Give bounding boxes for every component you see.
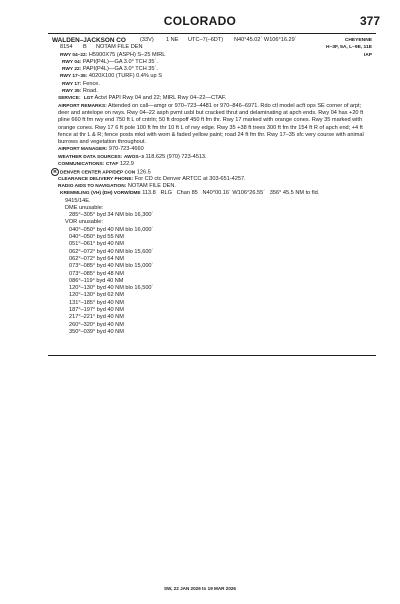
header-rule (48, 33, 376, 34)
radar-circle-icon: R (51, 168, 59, 176)
list-item: 260°–320° byd 40 NM (69, 321, 124, 328)
airport-manager: AIRPORT MANAGER: 970-723-4660 (58, 146, 144, 153)
iap-label: IAP (363, 52, 372, 58)
page-number: 377 (359, 14, 380, 28)
list-item: 086°–119° byd 40 NM (69, 277, 124, 284)
list-item: 120°–130° byd 62 NM (69, 292, 124, 299)
rwy-04-22: RWY 04–22: H5900X75 (ASPH) S–25 MIRL IAP (60, 51, 372, 58)
rwy-04: RWY 04: PAPI(P4L)—GA 3.0° TCH 35´. (62, 58, 158, 65)
list-item: 051°–061° byd 40 NM (69, 241, 124, 248)
airport-entry (52, 37, 372, 336)
list-item: 062°–072° byd 64 NM (69, 255, 124, 262)
communications: COMMUNICATIONS: CTAF 122.9 (58, 161, 134, 168)
rwy-35: RWY 35: Road. (62, 88, 98, 95)
page-header (0, 14, 400, 32)
rwy-17: RWY 17: Fence. (62, 80, 100, 87)
notam-file: NOTAM FILE DEN (96, 44, 143, 51)
airport-elevation: 8154 (60, 44, 73, 51)
rwy-17-35: RWY 17–35: 4020X100 (TURF) 0.4% up S (60, 73, 162, 80)
rwy-22: RWY 22: PAPI(P4L)—GA 3.0° TCH 35´. (62, 66, 158, 73)
list-item: 040°–050° byd 55 NM (69, 234, 124, 241)
state-title: COLORADO (163, 14, 237, 28)
dme-unusable-label: DME unusable: (65, 204, 104, 211)
kremmling-elevation: 9415/14E. (65, 197, 91, 204)
list-item: 187°–197° byd 40 NM (69, 306, 124, 313)
list-item: 217°–221° byd 40 NM (69, 314, 124, 321)
airport-coords: N40°45.02´ W106°16.29´ (234, 37, 297, 43)
footer-dates: SW, 22 JAN 2026 to 19 MAR 2026 (163, 586, 236, 591)
service: SERVICE: LGT Actvt PAPI Rwy 04 and 22; MIRL Rwy 04–22—CTAF. (58, 95, 227, 102)
list-item: 120°–130° byd 40 NM blo 16,500´ (69, 285, 154, 292)
vor-unusable-label: VOR unusable: (65, 219, 103, 226)
list-item: 062°–072° byd 40 NM blo 15,600´ (69, 248, 154, 255)
entry-line-1 (52, 37, 372, 44)
enroute-charts: H–3F, 5A, L–9E, 11E (326, 45, 372, 51)
entry-end-rule (48, 355, 376, 356)
clearance-delivery: CLEARANCE DELIVERY PHONE: For CD ctc Denver ARTCC at 303-651-4257. (58, 175, 246, 182)
weather-sources: WEATHER DATA SOURCES: AWOS–3 118.625 (970) 723-4513. (58, 153, 207, 160)
airport-ident: (33V) (140, 37, 154, 43)
app-dep-con: R DENVER CENTER APP/DEP CON 126.5 (52, 168, 372, 175)
fuel-indicator: B (83, 44, 87, 51)
list-item: 131°–185° byd 40 NM (69, 299, 124, 306)
list-item: 073°–085° byd 40 NM blo 15,000´ (69, 263, 154, 270)
vor-unusable-list (52, 227, 372, 336)
airport-remarks: AIRPORT REMARKS: Attended on call—amgr or 970–723–4481 or 970–846–6971. Rdo ctl model acft ops SE corner of arpt; deer and antelope on rwys. Rwy 04–22 asph pvmt usbl but cracked thrut and delaminating at apch ends. Rwy 04 has +20 ft pline 660 ft fm rwy end 750 ft L of cntrln; 50 ft dropoff 450 ft fm thr. Rwy 17 marked with orange cones. Rwy 35 marked with orange cones. Rwy 17 6 ft pole 100 ft fm thr 10 ft L of rwy edge. Rwy 35 +38 ft trees 300 ft fm thr 154 ft R of apch end; +4 ft fence at thr L & R; fence posts mkd with wom & faded yellow paint; road 24 ft fm thr. Rwy 17–35 sfc very course with animal burrows and vegetation throughout. (58, 102, 364, 146)
airport-name: WALDEN–JACKSON CO (52, 37, 126, 44)
airport-location: 1 NE (166, 37, 179, 43)
list-item: 350°–039° byd 40 NM (69, 328, 124, 335)
list-item: 285°–305° byd 34 NM blo 16,300´ (69, 212, 154, 219)
sectional-chart: CHEYENNE (344, 38, 372, 43)
kremmling-vor: KREMMLING (VH) (DH) VORW/DME 113.8 RLG Chan 85 N40°00.16´ W106°26.55´ 356° 45.5 NM to fld. (60, 190, 320, 197)
airport-utc: UTC–7(–6DT) (188, 37, 224, 43)
list-item: 040°–050° byd 40 NM blo 16,000´ (69, 226, 154, 233)
dme-unusable-list (52, 212, 372, 219)
list-item: 073°–085° byd 48 NM (69, 270, 124, 277)
radio-aids: RADIO AIDS TO NAVIGATION: NOTAM FILE DEN. (58, 182, 176, 189)
entry-line-2 (52, 44, 372, 51)
